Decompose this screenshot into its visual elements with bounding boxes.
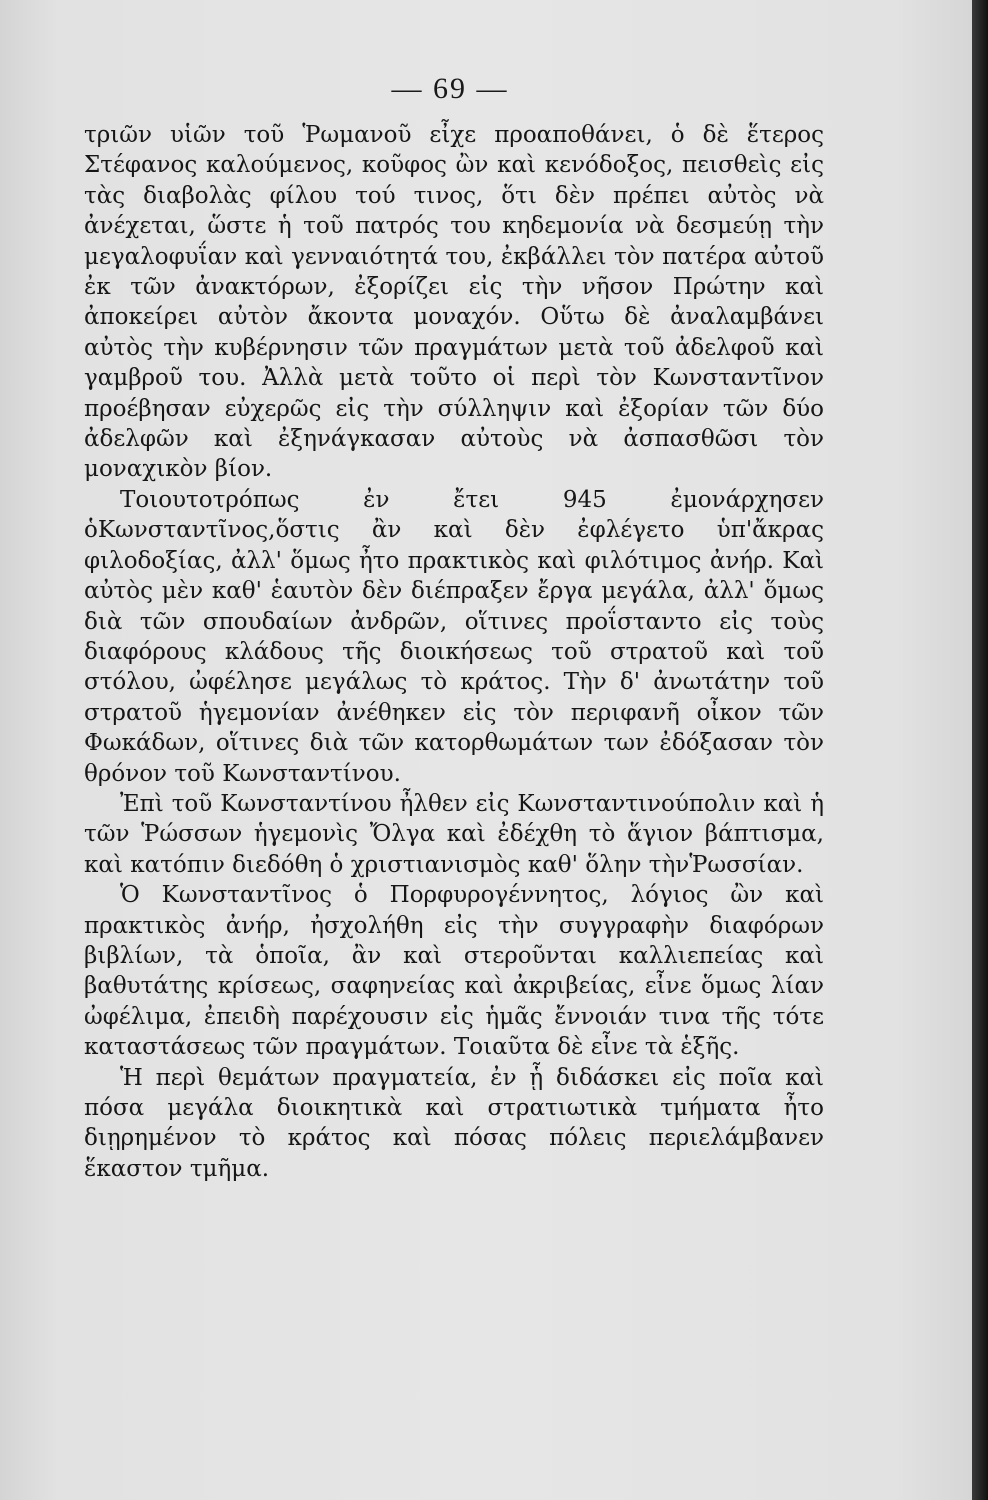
paragraph-3: Ἐπὶ τοῦ Κωνσταντίνου ἦλθεν εἰς Κωνσταντινούπολιν καὶ ἡ τῶν Ῥώσσων ἡγεμονὶς Ὄλγα καὶ ἐδέχθη τὸ ἅγιον βάπτισμα, καὶ κατόπιν διεδόθη ὁ χριστιανισμὸς καθ' ὅλην τὴνῬωσσίαν. (84, 790, 824, 878)
paragraph-5: Ἡ περὶ θεμάτων πραγματεία, ἐν ᾗ διδάσκει εἰς ποῖα καὶ πόσα μεγάλα διοικητικὰ καὶ στρατιωτικὰ τμήματα ἦτο διῃρημένον τὸ κράτος καὶ πόσας πόλεις περιελάμβανεν ἕκαστον τμῆμα. (84, 1064, 824, 1182)
paragraph-2: Τοιουτοτρόπως ἐν ἔτει 945 ἐμονάρχησεν ὁΚωνσταντῖνος,ὅστις ἂν καὶ δὲν ἐφλέγετο ὑπ'ἄκρας φιλοδοξίας, ἀλλ' ὅμως ἦτο πρακτικὸς καὶ φιλότιμος ἀνήρ. Καὶ αὐτὸς μὲν καθ' ἑαυτὸν δὲν διέπραξεν ἔργα μεγάλα, ἀλλ' ὅμως διὰ τῶν σπουδαίων ἀνδρῶν, οἵτινες προΐσταντο εἰς τοὺς διαφόρους κλάδους τῆς διοικήσεως τοῦ στρατοῦ καὶ τοῦ στόλου, ὠφέλησε μεγάλως τὸ κράτος. Τὴν δ' ἀνωτάτην τοῦ στρατοῦ ἡγεμονίαν ἀνέθηκεν εἰς τὸν περιφανῆ οἶκον τῶν Φωκάδων, οἵτινες διὰ τῶν κατορθωμάτων των ἐδόξασαν τὸν θρόνον τοῦ Κωνσταντίνου. (84, 486, 824, 787)
paragraph-4: Ὁ Κωνσταντῖνος ὁ Πορφυρογέννητος, λόγιος ὢν καὶ πρακτικὸς ἀνήρ, ἠσχολήθη εἰς τὴν συγγραφὴν διαφόρων βιβλίων, τὰ ὁποῖα, ἂν καὶ στεροῦνται καλλιεπείας καὶ βαθυτάτης κρίσεως, σαφηνείας καὶ ἀκριβείας, εἶνε ὅμως λίαν ὠφέλιμα, ἐπειδὴ παρέχουσιν εἰς ἡμᾶς ἔννοιάν τινα τῆς τότε καταστάσεως τῶν πραγμάτων. Τοιαῦτα δὲ εἶνε τὰ ἑξῆς. (84, 882, 824, 1061)
body-text (84, 120, 824, 1184)
paragraph-1: τριῶν υἱῶν τοῦ Ῥωμανοῦ εἶχε προαποθάνει, ὁ δὲ ἕτερος Στέφανος καλούμενος, κοῦφος ὢν καὶ κενόδοξος, πεισθεὶς εἰς τὰς διαβολὰς φίλου τού τινος, ὅτι δὲν πρέπει αὐτὸς νὰ ἀνέχεται, ὥστε ἡ τοῦ πατρός του κηδεμονία νὰ δεσμεύῃ τὴν μεγαλοφυΐαν καὶ γενναιότητά του, ἐκβάλλει τὸν πατέρα αὐτοῦ ἐκ τῶν ἀνακτόρων, ἐξορίζει εἰς τὴν νῆσον Πρώτην καὶ ἀποκείρει αὐτὸν ἄκοντα μοναχόν. Οὕτω δὲ ἀναλαμβάνει αὐτὸς τὴν κυβέρνησιν τῶν πραγμάτων μετὰ τοῦ ἀδελφοῦ καὶ γαμβροῦ του. Ἀλλὰ μετὰ τοῦτο οἱ περὶ τὸν Κωνσταντῖνον προέβησαν εὐχερῶς εἰς τὴν σύλληψιν καὶ ἐξορίαν τῶν δύο ἀδελφῶν καὶ ἐξηνάγκασαν αὐτοὺς νὰ ἀσπασθῶσι τὸν μοναχικὸν βίον. (84, 122, 824, 483)
page-number: — 69 — (391, 72, 509, 105)
page-edge-shadow (972, 0, 988, 1500)
